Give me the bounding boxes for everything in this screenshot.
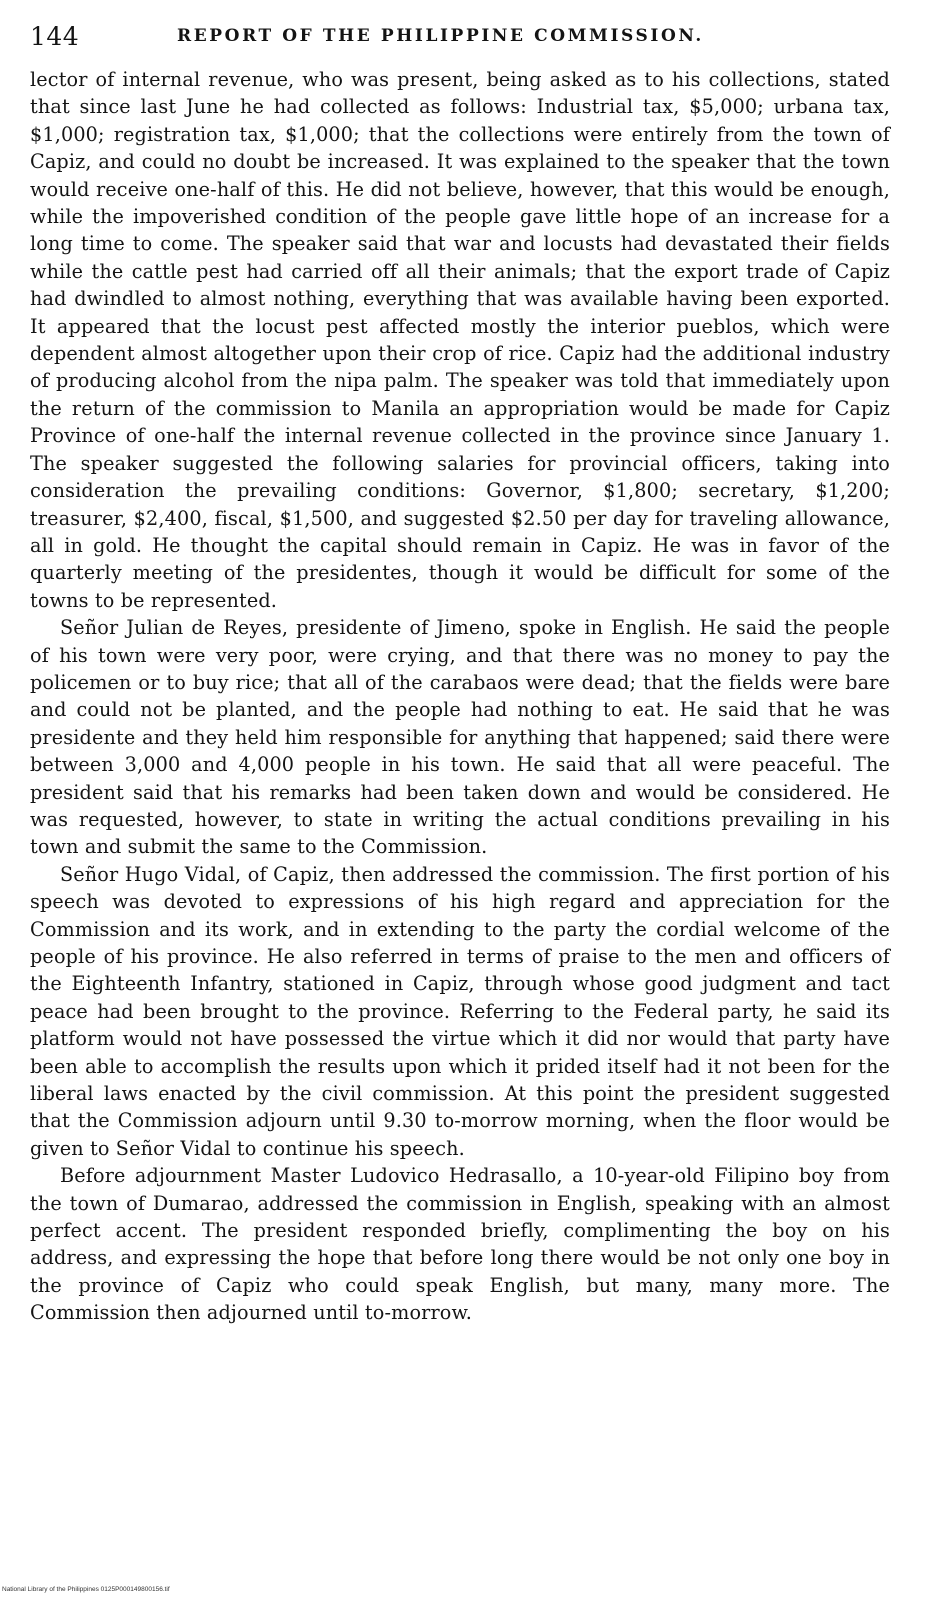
- paragraph-continued: lector of internal revenue, who was present, being asked as to his collections, stated that since last June he had collected as follows: Industrial tax, $5,000; urbana tax, $1,000; registration tax, $1,000; that the collections were entirely from the town of Capiz, and could no doubt be increased. It was explained to the speaker that the town would receive one-half of this. He did not believe, however, that this would be enough, while the impoverished condition of the people gave little hope of an increase for a long time to come. The speaker said that war and locusts had devastated their fields while the cattle pest had carried off all their animals; that the export trade of Capiz had dwindled to almost nothing, everything that was available having been exported. It appeared that the locust pest affected mostly the interior pueblos, which were dependent almost altogether upon their crop of rice. Capiz had the additional industry of producing alcohol from the nipa palm. The speaker was told that immediately upon the return of the commission to Manila an appropriation would be made for Capiz Province of one-half the internal revenue collected in the province since January 1. The speaker suggested the following salaries for provincial officers, taking into consideration the prevailing conditions: Governor, $1,800; secretary, $1,200; treasurer, $2,400, fiscal, $1,500, and suggested $2.50 per day for traveling allowance, all in gold. He thought the capital should remain in Capiz. He was in favor of the quarterly meeting of the presidentes, though it would be difficult for some of the towns to be represented.: [30, 68, 890, 612]
- paragraph-vidal: Señor Hugo Vidal, of Capiz, then addressed the commission. The first portion of his speech was devoted to expressions of his high regard and appreciation for the Commission and its work, and in extending to the party the cordial welcome of the people of his province. He also referred in terms of praise to the men and officers of the Eighteenth Infantry, stationed in Capiz, through whose good judgment and tact peace had been brought to the province. Referring to the Federal party, he said its platform would not have possessed the virtue which it did nor would that party have been able to accomplish the results upon which it prided itself had it not been for the liberal laws enacted by the civil commission. At this point the president suggested that the Commission adjourn until 9.30 to-morrow morning, when the floor would be given to Señor Vidal to continue his speech.: [30, 862, 890, 1160]
- scan-footer-note: National Library of the Philippines 0125P000149800156.tif: [2, 1586, 170, 1593]
- body-text: [30, 66, 890, 1327]
- paragraph-reyes: Señor Julian de Reyes, presidente of Jimeno, spoke in English. He said the people of his town were very poor, were crying, and that there was no money to pay the policemen or to buy rice; that all of the carabaos were dead; that the fields were bare and could not be planted, and the people had nothing to eat. He said that he was presidente and they held him responsible for anything that happened; said there were between 3,000 and 4,000 people in his town. He said that all were peaceful. The president said that his remarks had been taken down and would be considered. He was requested, however, to state in writing the actual conditions prevailing in his town and submit the same to the Commission.: [30, 616, 890, 859]
- running-title: REPORT OF THE PHILIPPINE COMMISSION.: [177, 26, 704, 46]
- paragraph-adjournment: Before adjournment Master Ludovico Hedrasallo, a 10-year-old Filipino boy from the town of Dumarao, addressed the commission in English, speaking with an almost perfect accent. The president responded briefly, complimenting the boy on his address, and expressing the hope that before long there would be not only one boy in the province of Capiz who could speak English, but many, many more. The Commission then adjourned until to-morrow.: [30, 1164, 890, 1325]
- page-header: [30, 18, 900, 58]
- page-number: 144: [30, 22, 80, 51]
